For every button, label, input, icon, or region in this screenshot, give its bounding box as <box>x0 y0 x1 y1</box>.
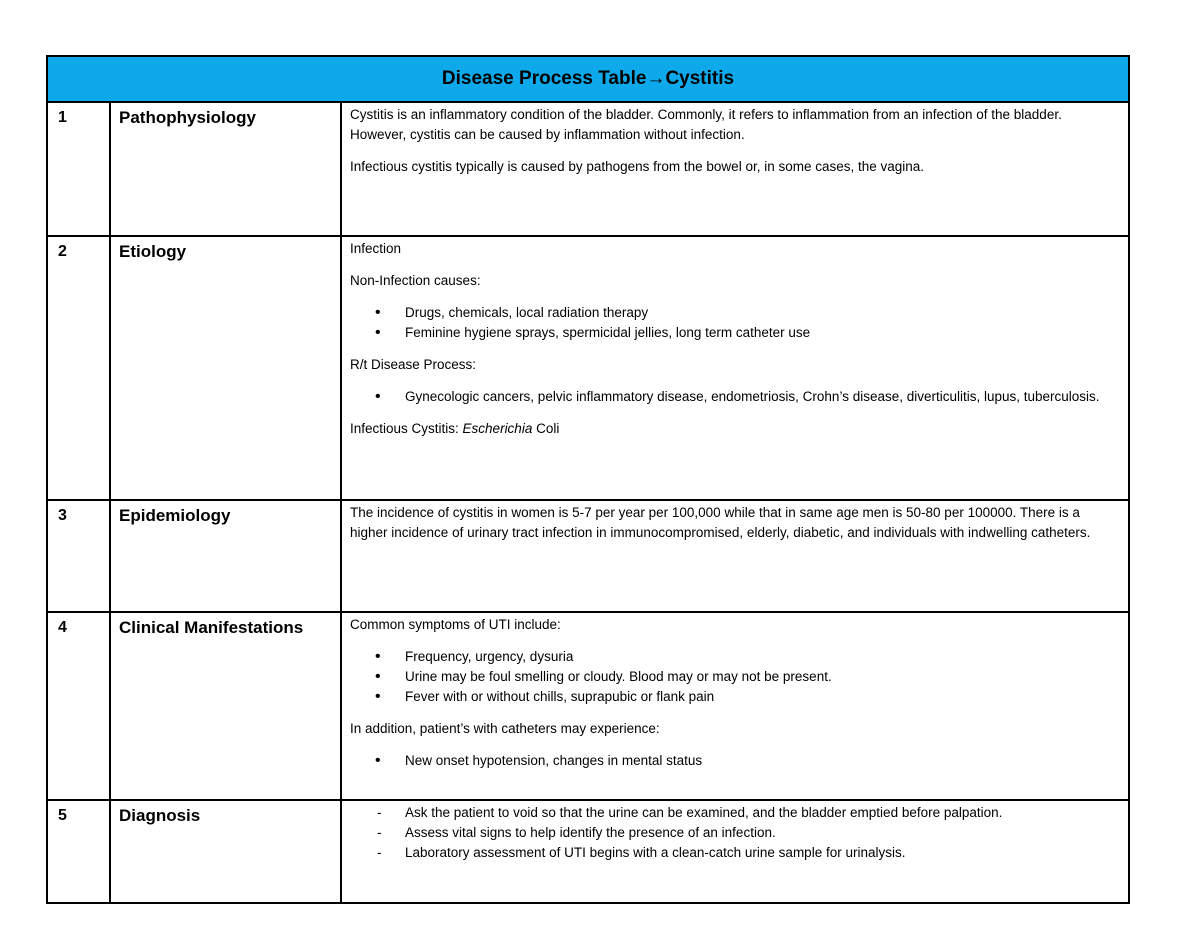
paragraph: In addition, patient’s with catheters may experience: <box>350 721 660 736</box>
row-content-pathophysiology <box>341 102 1129 236</box>
list-item: • Urine may be foul smelling or cloudy. Blood may or may not be present. <box>405 667 1120 687</box>
table-title: Disease Process Table <box>441 68 647 89</box>
text-span: Infectious Cystitis: <box>350 421 463 436</box>
row-content-etiology <box>341 236 1129 500</box>
paragraph: R/t Disease Process: <box>350 357 477 372</box>
table-row <box>47 500 1129 612</box>
table-row <box>47 102 1129 236</box>
table-subject: Cystitis <box>665 68 735 89</box>
row-content-diagnosis <box>341 800 1129 903</box>
table-row <box>47 236 1129 500</box>
row-number: 1 <box>47 102 110 236</box>
row-label-diagnosis: Diagnosis <box>110 800 341 903</box>
paragraph: Common symptoms of UTI include: <box>350 617 561 632</box>
list-item: - Assess vital signs to help identify the presence of an infection. <box>405 823 1120 843</box>
list-item: • New onset hypotension, changes in mental status <box>405 751 1120 771</box>
paragraph: Non-Infection causes: <box>350 273 481 288</box>
row-label-pathophysiology: Pathophysiology <box>110 102 341 236</box>
list-item: • Fever with or without chills, suprapubic or flank pain <box>405 687 1120 707</box>
list-item: • Frequency, urgency, dysuria <box>405 647 1120 667</box>
row-label-clinical-manifestations: Clinical Manifestations <box>110 612 341 800</box>
row-number: 3 <box>47 500 110 612</box>
dash-list <box>350 803 1120 863</box>
list-item: • Feminine hygiene sprays, spermicidal jellies, long term catheter use <box>405 323 1120 343</box>
paragraph: Cystitis is an inflammatory condition of the bladder. Commonly, it refers to inflammation from an infection of the bladder. However, cystitis can be caused by inflammation without infection. <box>350 107 1062 142</box>
row-content-epidemiology <box>341 500 1129 612</box>
table-row <box>47 800 1129 903</box>
bullet-list <box>350 647 1120 707</box>
table-header <box>47 56 1129 102</box>
bullet-list <box>350 303 1120 343</box>
paragraph <box>350 419 1120 439</box>
list-item: • Drugs, chemicals, local radiation therapy <box>405 303 1120 323</box>
italic-text: Escherichia <box>462 421 533 436</box>
list-item: - Laboratory assessment of UTI begins with a clean-catch urine sample for urinalysis. <box>405 843 1120 863</box>
paragraph: Infectious cystitis typically is caused by pathogens from the bowel or, in some cases, the vagina. <box>350 159 925 174</box>
table-row <box>47 612 1129 800</box>
list-item: • Gynecologic cancers, pelvic inflammatory disease, endometriosis, Crohn’s disease, diverticulitis, lupus, tuberculosis. <box>405 387 1120 407</box>
paragraph: The incidence of cystitis in women is 5-7 per year per 100,000 while that in same age men is 50-80 per 100000. There is a higher incidence of urinary tract infection in immunocompromised, elderly, diabetic, and individuals with indwelling catheters. <box>350 505 1091 540</box>
paragraph: Infection <box>350 241 402 256</box>
row-label-etiology: Etiology <box>110 236 341 500</box>
list-item: - Ask the patient to void so that the urine can be examined, and the bladder emptied before palpation. <box>405 803 1120 823</box>
bullet-list <box>350 751 1120 771</box>
row-number: 2 <box>47 236 110 500</box>
arrow-icon: → <box>646 68 666 89</box>
text-span: Coli <box>532 421 560 436</box>
row-number: 5 <box>47 800 110 903</box>
disease-process-table <box>46 55 1130 904</box>
row-label-epidemiology: Epidemiology <box>110 500 341 612</box>
bullet-list <box>350 387 1120 407</box>
row-content-clinical-manifestations <box>341 612 1129 800</box>
row-number: 4 <box>47 612 110 800</box>
